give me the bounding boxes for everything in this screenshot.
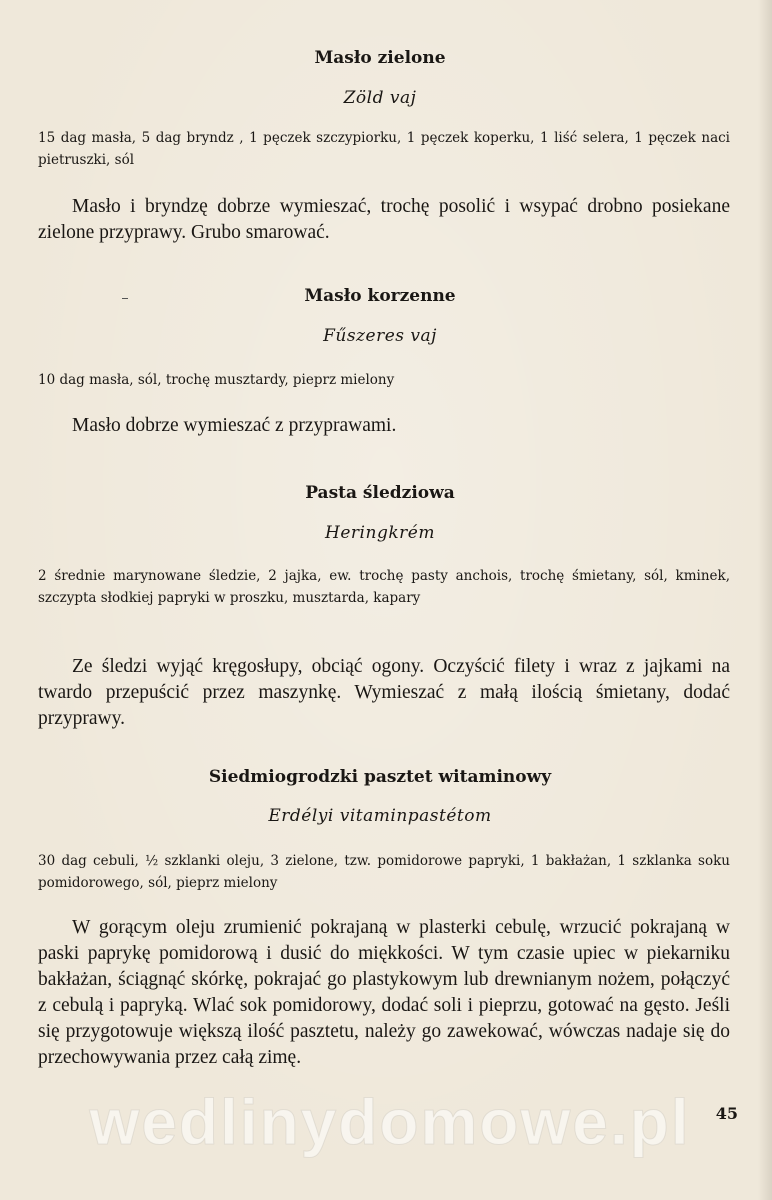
page-number: 45 (715, 1104, 738, 1123)
recipe-ingredients: 30 dag cebuli, ½ szklanki oleju, 3 zielone, tzw. pomidorowe papryki, 1 bakłażan, 1 szklanka soku pomidorowego, sól, pieprz mielony (38, 853, 730, 891)
recipe-title: Masło zielone (314, 48, 446, 68)
recipe-ingredients: 2 średnie marynowane śledzie, 2 jajka, ew. trochę pasty anchois, trochę śmietany, sól, kminek, szczypta słodkiej papryki w proszku, musztarda, kapary (38, 568, 730, 606)
recipe-instructions: Ze śledzi wyjąć kręgosłupy, obciąć ogony. Oczyścić filety i wraz z jajkami na twardo przepuścić przez maszynkę. Wymieszać z małą ilością śmietany, dodać przyprawy. (38, 656, 730, 729)
recipe-subtitle: Heringkrém (325, 523, 435, 543)
recipe-subtitle: Erdélyi vitaminpastétom (268, 806, 492, 826)
recipe-instructions: W gorącym oleju zrumienić pokrajaną w plasterki cebulę, wrzucić pokrajaną w paski paprykę pomidorową i dusić do miękkości. W tym czasie upiec w piekarniku bakłażan, ściągnąć skórkę, pokrajać go plastykowym lub drewnianym nożem, połączyć z cebulą i papryką. Wlać sok pomidorowy, dodać soli i pieprzu, gotować na gęsto. Jeśli się przygotowuje większą ilość pasztetu, należy go zawekować, wówczas nadaje się do przechowywania przez całą zimę. (38, 917, 730, 1068)
recipe-ingredients: 10 dag masła, sól, trochę musztardy, pieprz mielony (38, 372, 395, 388)
recipe-title: Siedmiogrodzki pasztet witaminowy (208, 767, 552, 787)
recipe-instructions: Masło dobrze wymieszać z przyprawami. (72, 415, 397, 436)
page-edge-shadow (758, 0, 772, 1200)
recipe-subtitle: Fűszeres vaj (323, 326, 437, 346)
recipe-subtitle: Zöld vaj (343, 88, 417, 108)
recipe-title: Pasta śledziowa (305, 483, 455, 503)
recipe-title: Masło korzenne (304, 286, 456, 306)
recipe-ingredients: 15 dag masła, 5 dag bryndz , 1 pęczek szczypiorku, 1 pęczek koperku, 1 liść selera, 1 pęczek naci pietruszki, sól (38, 130, 730, 168)
watermark: wedlinydomowe.pl (89, 1086, 691, 1158)
recipe-instructions: Masło i bryndzę dobrze wymieszać, trochę posolić i wsypać drobno posiekane zielone przyprawy. Grubo smarować. (38, 196, 730, 243)
